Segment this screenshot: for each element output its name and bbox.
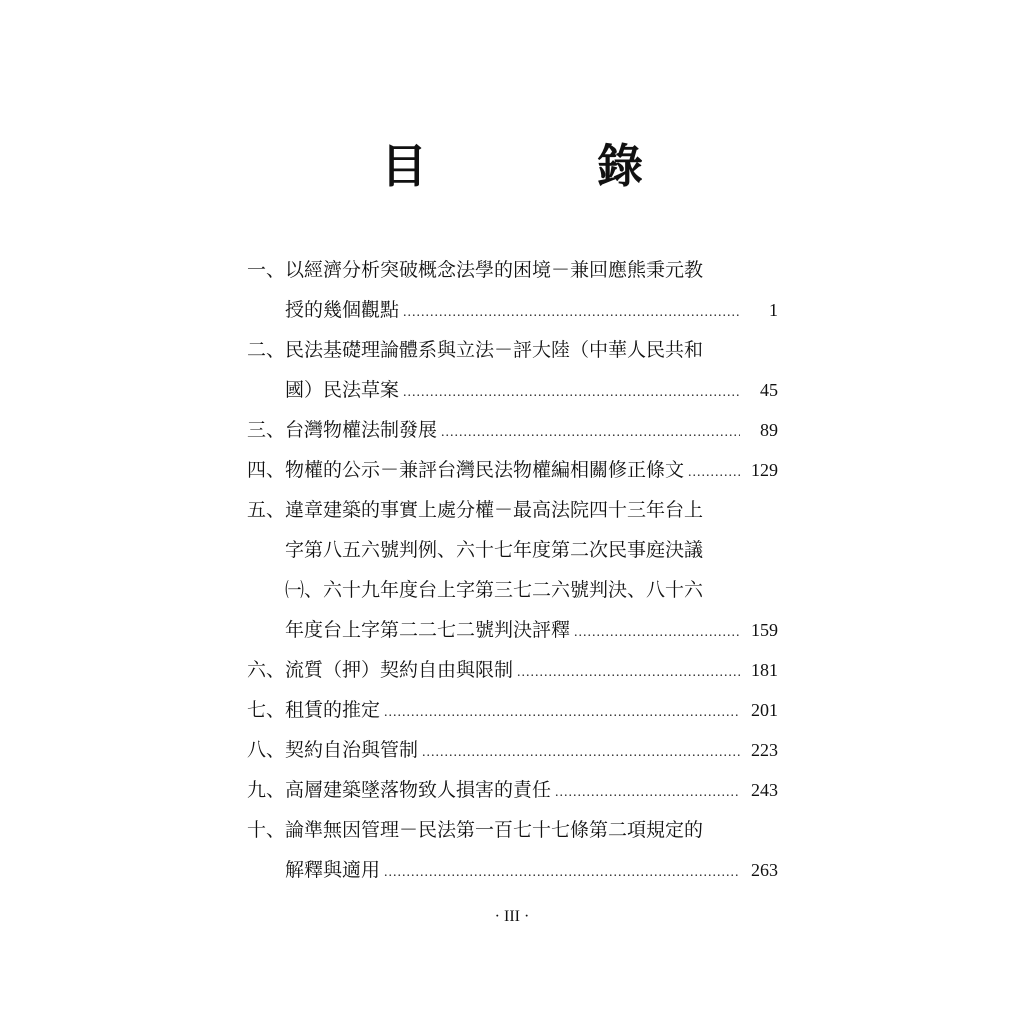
- toc-entry-page: 1: [769, 300, 778, 320]
- toc-line: [247, 370, 778, 410]
- toc-line: [247, 290, 778, 330]
- page-title: 目 錄: [381, 139, 705, 193]
- toc-entry-number: 八、: [247, 739, 286, 761]
- dot-leader: [403, 373, 740, 413]
- toc-line: [247, 610, 778, 650]
- toc-entry-page: 243: [751, 780, 778, 800]
- toc-entry-title: 論準無因管理－民法第一百七十七條第二項規定的: [285, 819, 704, 841]
- toc-line: [247, 410, 778, 450]
- table-of-contents: [247, 250, 778, 890]
- toc-entry-title: 物權的公示－兼評台灣民法物權編相關修正條文: [285, 459, 685, 481]
- dot-leader: [441, 413, 740, 453]
- dot-leader: [403, 293, 740, 333]
- toc-entry-page: 159: [751, 620, 778, 640]
- toc-entry-title: 解釋與適用: [285, 859, 381, 881]
- toc-entry-number: 一、: [247, 259, 286, 281]
- toc-entry-page: 89: [760, 420, 778, 440]
- toc-entry-page: 201: [751, 700, 778, 720]
- toc-entry-title: 契約自治與管制: [285, 739, 419, 761]
- toc-entry-number: 五、: [247, 499, 286, 521]
- toc-entry-number: 二、: [247, 339, 286, 361]
- dot-leader: [555, 773, 740, 813]
- toc-entry-page: 181: [751, 660, 778, 680]
- toc-line: [247, 530, 778, 570]
- toc-entry-title: 違章建築的事實上處分權－最高法院四十三年台上: [285, 499, 704, 521]
- toc-entry-title: 租賃的推定: [285, 699, 381, 721]
- toc-line: [247, 690, 778, 730]
- toc-entry-title: 年度台上字第二二七二號判決評釋: [285, 619, 571, 641]
- toc-entry-number: 十、: [247, 819, 286, 841]
- dot-leader: [422, 733, 740, 773]
- toc-entry-page: 45: [760, 380, 778, 400]
- dot-leader: [574, 613, 740, 653]
- toc-entry-page: 129: [751, 460, 778, 480]
- toc-entry-number: 七、: [247, 699, 286, 721]
- toc-line: [247, 330, 778, 370]
- toc-line: [247, 770, 778, 810]
- toc-entry-page: 223: [751, 740, 778, 760]
- page-number: · III ·: [494, 908, 530, 925]
- toc-entry-number: 六、: [247, 659, 286, 681]
- toc-entry-title: 流質（押）契約自由與限制: [285, 659, 514, 681]
- toc-line: [247, 650, 778, 690]
- toc-entry-number: 四、: [247, 459, 286, 481]
- dot-leader: [384, 853, 740, 893]
- toc-line: [247, 570, 778, 610]
- toc-entry-title: 民法基礎理論體系與立法－評大陸（中華人民共和: [285, 339, 704, 361]
- toc-entry-number: 三、: [247, 419, 286, 441]
- toc-entry-title: 國）民法草案: [285, 379, 400, 401]
- toc-line: [247, 450, 778, 490]
- toc-entry-title: 授的幾個觀點: [285, 299, 400, 321]
- toc-entry-title: 台灣物權法制發展: [285, 419, 438, 441]
- toc-entry-page: 263: [751, 860, 778, 880]
- dot-leader: [517, 653, 740, 693]
- toc-line: [247, 490, 778, 530]
- toc-line: [247, 850, 778, 890]
- dot-leader: [384, 693, 740, 733]
- toc-entry-title: 高層建築墜落物致人損害的責任: [285, 779, 552, 801]
- toc-entry-title: 以經濟分析突破概念法學的困境－兼回應熊秉元教: [285, 259, 704, 281]
- toc-line: [247, 730, 778, 770]
- toc-line: [247, 250, 778, 290]
- dot-leader: [688, 453, 740, 493]
- toc-entry-title: 字第八五六號判例、六十七年度第二次民事庭決議: [285, 539, 704, 561]
- toc-line: [247, 810, 778, 850]
- toc-entry-title: ㈠、六十九年度台上字第三七二六號判決、八十六: [285, 579, 704, 601]
- toc-entry-number: 九、: [247, 779, 286, 801]
